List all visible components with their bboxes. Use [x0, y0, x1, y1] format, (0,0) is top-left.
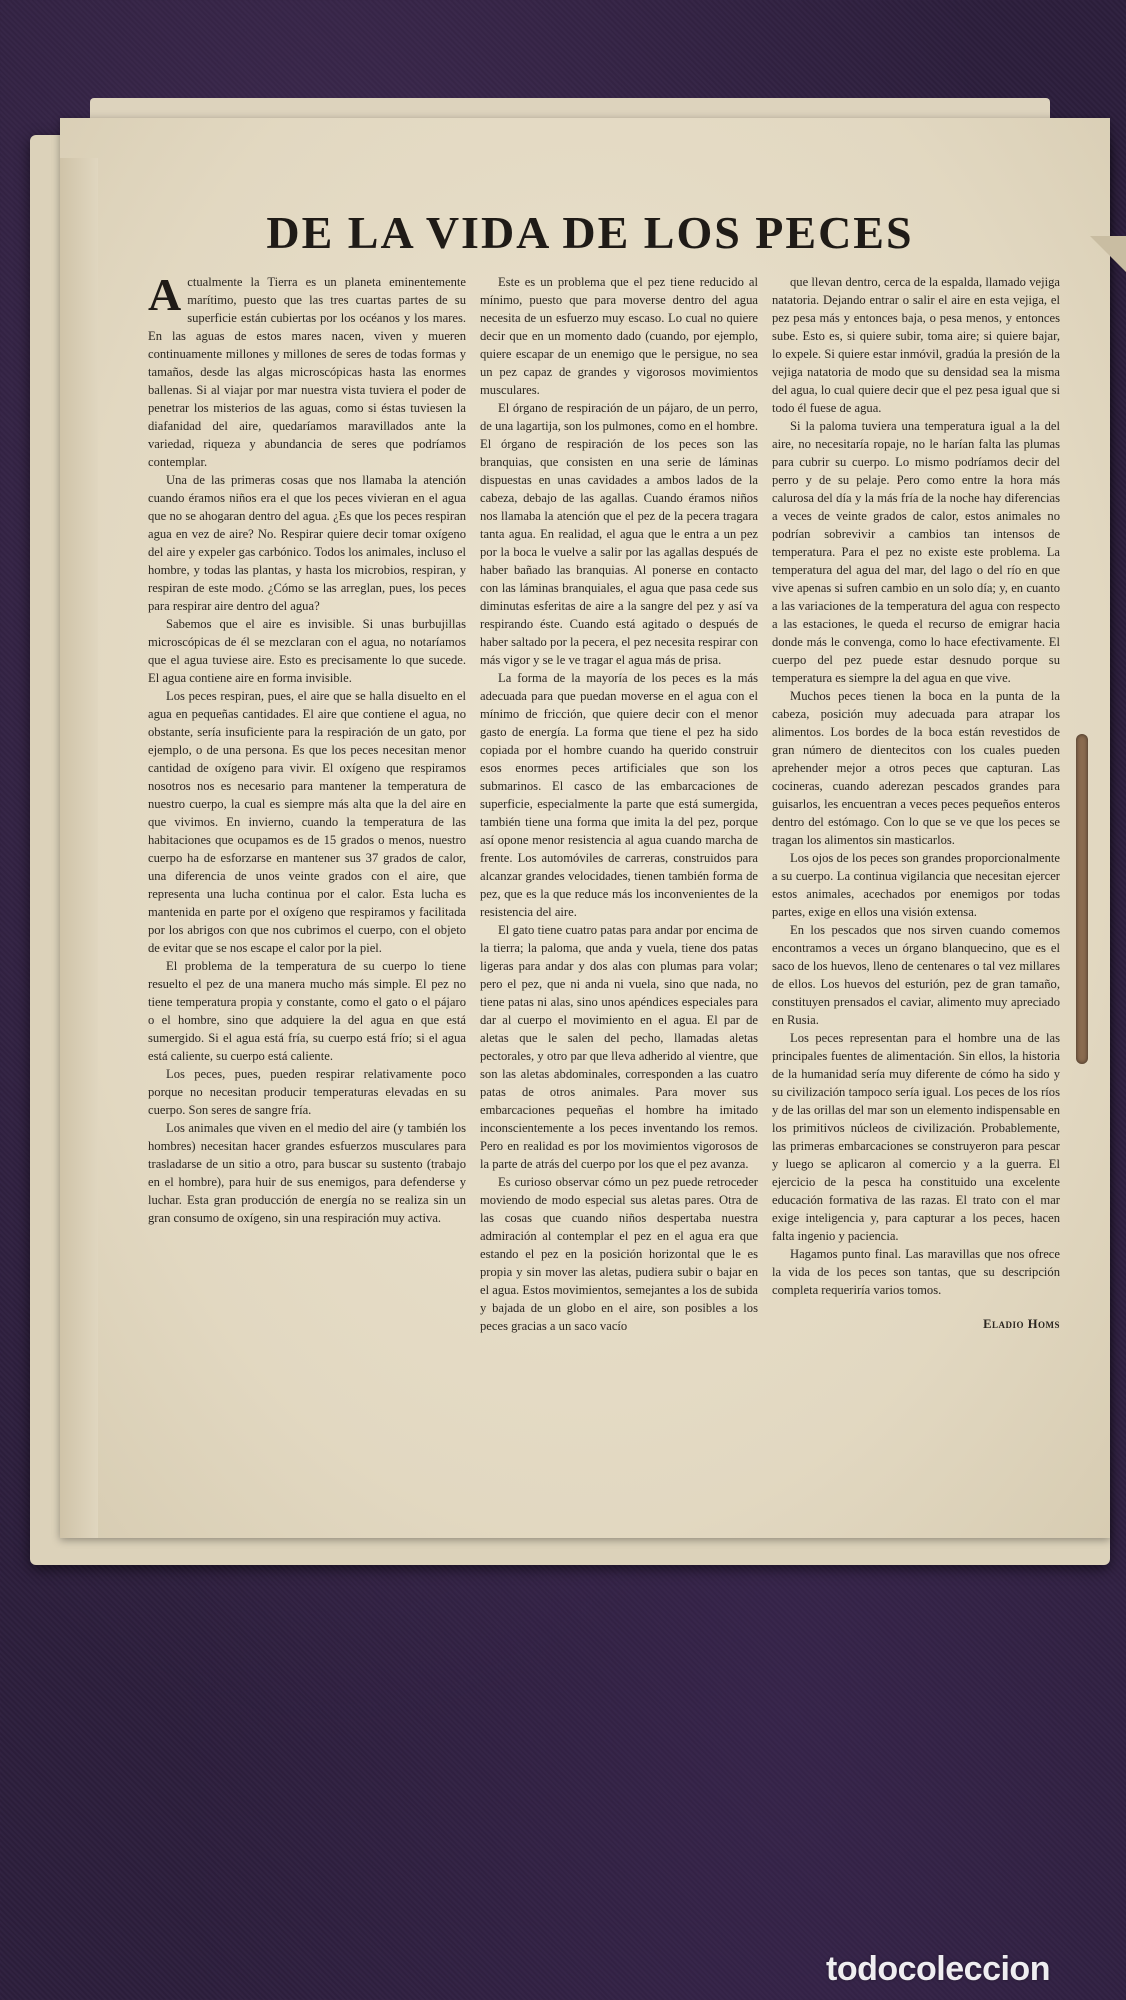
column-1: [148, 269, 466, 1227]
paragraph: Los ojos de los peces son grandes proporcionalmente a su cuerpo. La continua vigilancia que necesitan ejercer estos animales, acechados por enemigos por todas partes, exige en ellos una visión extensa.: [772, 851, 1060, 919]
paragraph: Los peces, pues, pueden respirar relativamente poco porque no necesitan producir temperaturas elevadas en su cuerpo. Son seres de sangre fría.: [148, 1067, 466, 1117]
paragraph: El órgano de respiración de un pájaro, de un perro, de una lagartija, son los pulmones, como en el hombre. El órgano de respiración de los peces son las branquias, que consisten en una serie de láminas dispuestas en unas cavidades a ambos lados de la cabeza, debajo de las agallas. Cuando éramos niños nos llamaba la atención que el pez de la pecera tragara tanta agua. En realidad, el agua que le entra a un pez por la boca le vuelve a salir por las agallas después de haber bañado las branquias. Al ponerse en contacto con las láminas branquiales, el agua que pasa cede sus diminutas esferitas de aire a la sangre del pez y así va respirando éste. Cuando está agitado o después de haber saltado por la pecera, el pez necesita respirar con más vigor y se le ve tragar el agua más de prisa.: [480, 401, 758, 667]
page-spine: [60, 158, 98, 1538]
paragraph: El gato tiene cuatro patas para andar por encima de la tierra; la paloma, que anda y vuela, tiene dos patas ligeras para andar y dos alas con plumas para volar; pero el pez, que ni anda ni vuela, sino que nada, no tiene patas ni alas, sino unos apéndices especiales para dar al cuerpo el movimiento en el agua. El par de aletas que le salen del pecho, llamadas aletas pectorales, y otro par que lleva adherido al vientre, que son las aletas abdominales, corresponden a las cuatro patas de otros animales. Para mover sus embarcaciones pequeñas el hombre ha imitado inconscientemente a los peces inventando los remos. Pero en realidad es por los movimientos vigorosos de la parte de atrás del cuerpo por los que el pez avanza.: [480, 923, 758, 1171]
paragraph: Si la paloma tuviera una temperatura igual a la del aire, no necesitaría ropaje, no le harían falta las plumas para cubrir su cuerpo. Lo mismo podríamos decir del perro y de su pelaje. Pero como entre la hora más calurosa del día y la más fría de la noche hay diferencias a veces de veinte grados de calor, estos animales no podrían sobrevivir a cambios tan intensos de temperatura. Para el pez no existe este problema. La temperatura del agua del mar, del lago o del río en que vive apenas si sufren cambio en un solo día; y, en cuanto a las variaciones de la temperatura del agua con respecto a las estaciones, le queda el recurso de emigrar hacia donde más le convenga, como lo hace efectivamente. El cuerpo del pez puede estar desnudo porque su temperatura es siempre la del agua en que vive.: [772, 419, 1060, 685]
author-signature: Eladio Homs: [983, 1317, 1060, 1331]
paragraph: Es curioso observar cómo un pez puede retroceder moviendo de modo especial sus aletas pares. Otra de las cosas que cuando niños despertaba nuestra admiración al contemplar el pez en el agua era que estando el pez en la posición horizontal que le es propia y sin mover las aletas, pudiera subir o bajar en el agua. Estos movimientos, semejantes a los de subida y bajada de un globo en el aire, son posibles a los peces gracias a un saco vacío: [480, 1175, 758, 1333]
lead-paragraph-text: ctualmente la Tierra es un planeta eminentemente marítimo, puesto que las tres cuartas partes de su superficie están cubiertas por los océanos y los mares. En las aguas de estos mares nacen, viven y mueren continuamente millones y millones de seres de todas formas y tamaños, desde las algas microscópicas hasta las enormes ballenas. Si al viajar por mar nuestra vista tuviera el poder de penetrar los misterios de las aguas, como si éstas tuviesen la diafanidad del aire, quedaríamos maravillados ante la variedad, riqueza y abundancia de seres que podríamos contemplar.: [148, 275, 466, 469]
paragraph: que llevan dentro, cerca de la espalda, llamado vejiga natatoria. Dejando entrar o salir el aire en esta vejiga, el pez pesa más y entonces baja, o pesa menos, y entonces sube. Esto es, si quiere subir, toma aire; si quiere bajar, lo expele. Si quiere estar inmóvil, gradúa la presión de la vejiga natatoria de modo que su densidad sea la misma del agua, lo cual quiere decir que el pez pesa igual que si todo él fuese de agua.: [772, 275, 1060, 415]
paragraph: La forma de la mayoría de los peces es la más adecuada para que puedan moverse en el agua con el mínimo de fricción, que quiere decir con el menor gasto de energía. La forma que tiene el pez ha sido copiada por el hombre cuando ha querido construir esos enormes peces artificiales que son los submarinos. El casco de las embarcaciones de superficie, especialmente la parte que está sumergida, también tiene una forma que imita la del pez, porque así opone menor resistencia al agua cuando marcha de frente. Los automóviles de carreras, construidos para alcanzar grandes velocidades, tienen también forma de pez, que es la que reduce más los inconvenientes de la resistencia del aire.: [480, 671, 758, 919]
folded-corner: [1090, 236, 1126, 316]
drop-cap: A: [148, 269, 182, 320]
binding-hole: [1076, 734, 1088, 1064]
paragraph: Los peces respiran, pues, el aire que se halla disuelto en el agua en pequeñas cantidades. El aire que contiene el agua, no obstante, sería insuficiente para la respiración de un gato, por ejemplo, o de una persona. Es que los peces necesitan menor cantidad de oxígeno para vivir. El oxígeno que respiramos nosotros nos es necesario para mantener la temperatura de nuestro cuerpo, la cual es siempre más alta que la del aire en que vivimos. En invierno, cuando la temperatura de las habitaciones que ocupamos es de 15 grados o menos, nuestro cuerpo ha de esforzarse en mantener sus 37 grados de calor, una diferencia de unos veinte grados con el aire, que representa una lucha continua por el calor. Esta lucha es mantenida en parte por el oxígeno que respiramos y facilitada por los abrigos con que nos cubrimos el cuerpo, con el objeto de evitar que se nos escape el calor por la piel.: [148, 689, 466, 955]
paragraph: El problema de la temperatura de su cuerpo lo tiene resuelto el pez de una manera mucho más simple. El pez no tiene temperatura propia y constante, como el gato o el pájaro o el hombre, sino que adquiere la del agua en que está sumergido. Si el agua está fría, su cuerpo está frío; si el agua está caliente, su cuerpo está caliente.: [148, 959, 466, 1063]
paragraph: Muchos peces tienen la boca en la punta de la cabeza, posición muy adecuada para atrapar los alimentos. Los bordes de la boca están revestidos de gran número de dientecitos con los cuales pueden aprehender mejor a otros peces que capturan. Las cocineras, cuando aderezan pescados grandes para guisarlos, les encuentran a veces peces pequeños enteros dentro del estómago. Con lo que se ve que los peces se tragan los alimentos sin masticarlos.: [772, 689, 1060, 847]
paragraph: Hagamos punto final. Las maravillas que nos ofrece la vida de los peces son tantas, que su descripción completa requeriría varios tomos.: [772, 1247, 1060, 1297]
column-3: [772, 273, 1060, 1333]
paragraph: Este es un problema que el pez tiene reducido al mínimo, puesto que para moverse dentro del agua necesita de un esfuerzo muy escaso. Lo cual no quiere decir que en un momento dado (cuando, por ejemplo, quiere escapar de un enemigo que le persigue, no sea un pez capaz de grandes y vigorosos movimientos musculares.: [480, 275, 758, 397]
article-title: DE LA VIDA DE LOS PECES: [266, 207, 914, 258]
magazine-page: [60, 118, 1110, 1538]
paragraph: Sabemos que el aire es invisible. Si unas burbujillas microscópicas de él se mezclaran con el agua, no notaríamos que el agua tuviese aire. Esto es precisamente lo que sucede. El agua contiene aire en forma invisible.: [148, 617, 466, 685]
watermark-logo: todocoleccion: [826, 1950, 1050, 1988]
paragraph: Una de las primeras cosas que nos llamaba la atención cuando éramos niños era el que los peces vivieran en el agua que no se ahogaran dentro del agua. ¿Es que los peces respiran agua en vez de aire? No. Respirar quiere decir tomar oxígeno del aire y expeler gas carbónico. Todos los animales, incluso el hombre, y todas las plantas, y hasta los microbios, respiran, y respiran de este modo. ¿Cómo se las arreglan, pues, los peces para respirar aire dentro del agua?: [148, 473, 466, 613]
paragraph: Los animales que viven en el medio del aire (y también los hombres) necesitan hacer grandes esfuerzos musculares para trasladarse de un sitio a otro, para buscar su sustento (trabajo en el hombre), para huir de sus enemigos, para defenderse y luchar. Esta gran producción de energía no se realiza sin un gran consumo de oxígeno, sin una respiración muy activa.: [148, 1121, 466, 1225]
column-2: [480, 273, 758, 1335]
paragraph: En los pescados que nos sirven cuando comemos encontramos a veces un órgano blanquecino, que es el saco de los huevos, lleno de centenares o tal vez millares de ellos. Los huevos del esturión, pez de gran tamaño, constituyen prensados el caviar, alimento muy apreciado en Rusia.: [772, 923, 1060, 1027]
paragraph: Los peces representan para el hombre una de las principales fuentes de alimentación. Sin ellos, la historia de la humanidad sería muy diferente de cómo ha sido y su civilización tampoco sería igual. Los peces de los ríos y de las orillas del mar son un elemento indispensable en los primitivos núcleos de civilización. Probablemente, las primeras embarcaciones se construyeron para pescar y luego se aplicaron al comercio y a la guerra. El ejercicio de la pesca ha constituido una excelente educación formativa de las razas. El trato con el mar exige inteligencia y, para capturar a los peces, hacen falta ingenio y paciencia.: [772, 1031, 1060, 1243]
lead-paragraph: [148, 269, 466, 471]
